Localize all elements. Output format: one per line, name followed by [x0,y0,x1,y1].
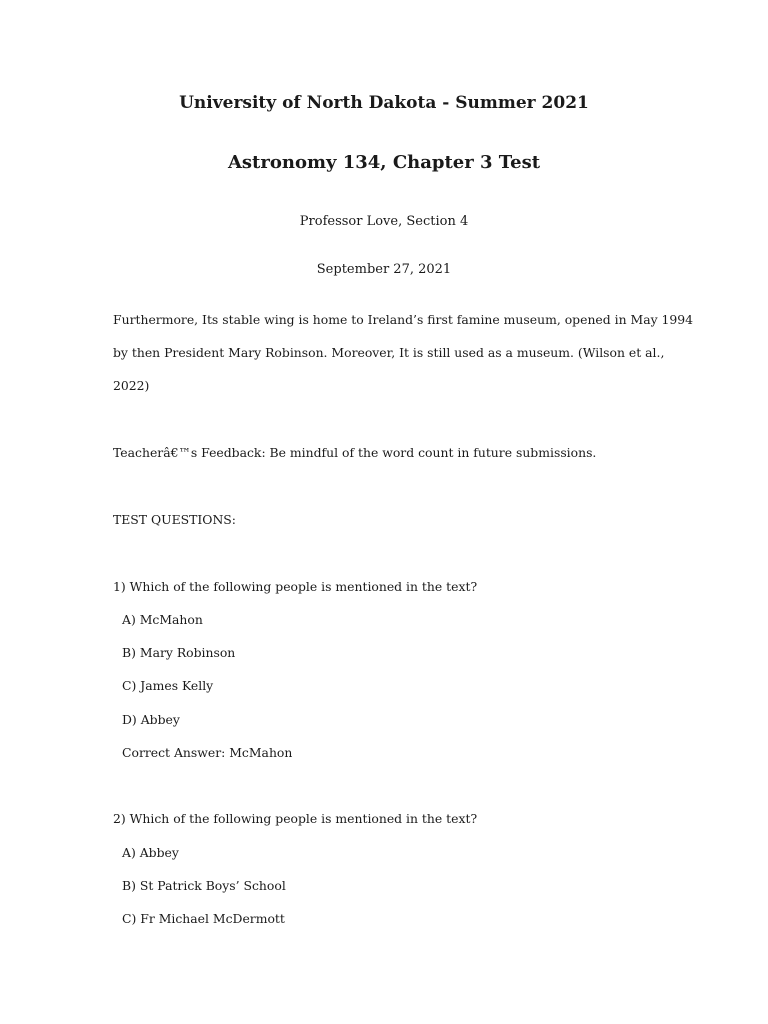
question-1-option-a: A) McMahon [122,612,203,627]
question-2-option-a: A) Abbey [122,845,179,860]
question-1-prompt: 1) Which of the following people is mentioned in the text? [113,579,478,594]
teacher-feedback: Teacherâ€™s Feedback: Be mindful of the word count in future submissions. [113,445,597,460]
date-line: September 27, 2021 [316,262,452,277]
question-1-correct-answer: Correct Answer: McMahon [122,745,293,760]
question-2-option-c: C) Fr Michael McDermott [122,911,285,926]
passage-line-3: 2022) [113,378,150,393]
course-title: Astronomy 134, Chapter 3 Test [227,152,541,173]
passage-line-2: by then President Mary Robinson. Moreover, It is still used as a museum. (Wilson et al., [113,345,665,360]
questions-heading: TEST QUESTIONS: [113,512,236,527]
question-2-prompt: 2) Which of the following people is mentioned in the text? [113,811,478,826]
passage-line-1: Furthermore, Its stable wing is home to Ireland’s first famine museum, opened in May 1994 [113,312,694,327]
question-2-option-b: B) St Patrick Boys’ School [122,878,286,893]
question-1-option-b: B) Mary Robinson [122,645,236,660]
question-1-option-d: D) Abbey [122,712,180,727]
professor-line: Professor Love, Section 4 [299,214,469,229]
university-title: University of North Dakota - Summer 2021 [179,93,589,113]
question-1-option-c: C) James Kelly [122,678,214,693]
